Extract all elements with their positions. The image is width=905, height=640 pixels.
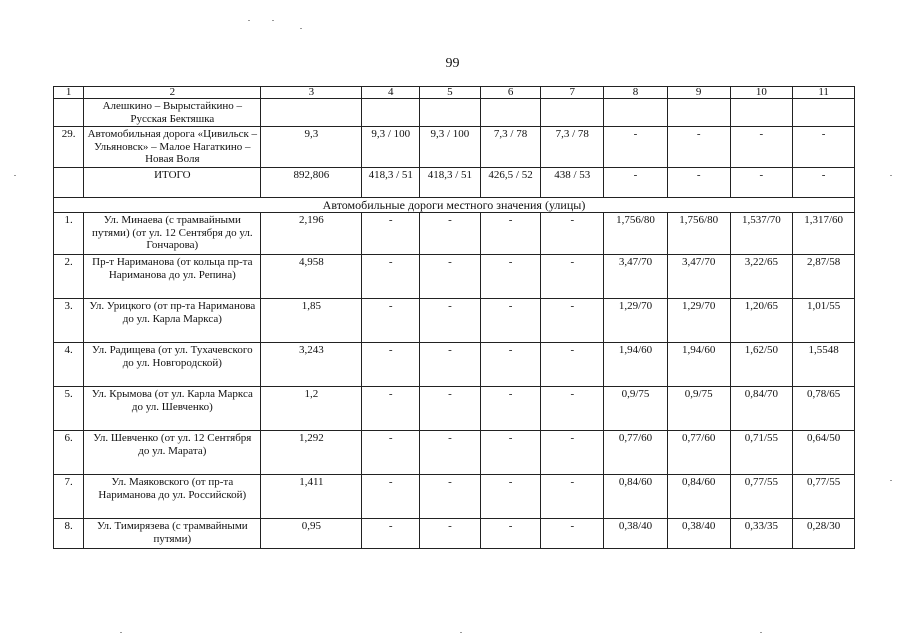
value-cell: - xyxy=(480,255,541,299)
value-cell: - xyxy=(604,127,668,168)
scan-speck xyxy=(14,175,16,176)
value-cell: - xyxy=(480,431,541,475)
value-cell: 0,95 xyxy=(261,519,362,549)
road-name: Ул. Минаева (с трамвайными путями) (от ул. 12 Сентября до ул. Гончарова) xyxy=(84,213,261,255)
value-cell: - xyxy=(362,255,420,299)
road-name: Ул. Шевченко (от ул. 12 Сентября до ул. Марата) xyxy=(84,431,261,475)
value-cell: 0,77/60 xyxy=(667,431,730,475)
value-cell: 0,84/60 xyxy=(667,475,730,519)
value-cell: - xyxy=(541,255,604,299)
value-cell: 7,3 / 78 xyxy=(541,127,604,168)
value-cell: 1,317/60 xyxy=(793,213,855,255)
value-cell: 1,94/60 xyxy=(667,343,730,387)
value-cell: - xyxy=(420,475,481,519)
column-header: 10 xyxy=(730,87,793,99)
value-cell: - xyxy=(362,431,420,475)
column-header: 8 xyxy=(604,87,668,99)
table-row xyxy=(54,213,855,255)
roads-table xyxy=(53,86,855,549)
value-cell xyxy=(730,99,793,127)
value-cell: 1,62/50 xyxy=(730,343,793,387)
value-cell xyxy=(604,99,668,127)
value-cell xyxy=(362,99,420,127)
page-number: 99 xyxy=(445,56,460,71)
value-cell: 0,77/55 xyxy=(730,475,793,519)
row-number xyxy=(54,99,84,127)
column-header: 2 xyxy=(84,87,261,99)
value-cell: - xyxy=(480,519,541,549)
value-cell: 9,3 / 100 xyxy=(362,127,420,168)
road-name: Ул. Урицкого (от пр-та Нариманова до ул. Карла Маркса) xyxy=(84,299,261,343)
value-cell: - xyxy=(541,519,604,549)
value-cell: 1,537/70 xyxy=(730,213,793,255)
value-cell: - xyxy=(730,127,793,168)
value-cell: - xyxy=(480,475,541,519)
value-cell: 1,292 xyxy=(261,431,362,475)
scan-speck xyxy=(272,20,274,21)
column-header: 9 xyxy=(667,87,730,99)
value-cell: - xyxy=(420,387,481,431)
value-cell: - xyxy=(420,343,481,387)
value-cell: 0,71/55 xyxy=(730,431,793,475)
value-cell: 1,01/55 xyxy=(793,299,855,343)
table-row xyxy=(54,431,855,475)
value-cell: 0,84/70 xyxy=(730,387,793,431)
road-name: Автомобильная дорога «Цивильск – Ульяновск» – Малое Нагаткино – Новая Воля xyxy=(84,127,261,168)
total-row xyxy=(54,167,855,197)
value-cell: 0,38/40 xyxy=(667,519,730,549)
value-cell: 1,5548 xyxy=(793,343,855,387)
value-cell: 2,87/58 xyxy=(793,255,855,299)
value-cell: - xyxy=(420,255,481,299)
table-row xyxy=(54,255,855,299)
value-cell: 3,243 xyxy=(261,343,362,387)
value-cell xyxy=(667,99,730,127)
value-cell xyxy=(793,99,855,127)
value-cell xyxy=(541,99,604,127)
value-cell: - xyxy=(362,519,420,549)
value-cell: - xyxy=(362,343,420,387)
row-number xyxy=(54,167,84,197)
value-cell: 1,29/70 xyxy=(667,299,730,343)
value-cell: 7,3 / 78 xyxy=(480,127,541,168)
value-cell xyxy=(480,99,541,127)
value-cell: 0,9/75 xyxy=(667,387,730,431)
value-cell: 1,20/65 xyxy=(730,299,793,343)
value-cell: 2,196 xyxy=(261,213,362,255)
scan-speck xyxy=(300,28,302,29)
column-header: 7 xyxy=(541,87,604,99)
value-cell xyxy=(420,99,481,127)
row-number: 1. xyxy=(54,213,84,255)
value-cell: - xyxy=(541,387,604,431)
value-cell: 0,28/30 xyxy=(793,519,855,549)
road-name: Ул. Маяковского (от пр-та Нариманова до ул. Российской) xyxy=(84,475,261,519)
row-number: 8. xyxy=(54,519,84,549)
table-row xyxy=(54,99,855,127)
value-cell: 3,47/70 xyxy=(667,255,730,299)
value-cell: 0,84/60 xyxy=(604,475,668,519)
column-header: 6 xyxy=(480,87,541,99)
value-cell xyxy=(261,99,362,127)
section-row xyxy=(54,197,855,213)
value-cell: 1,2 xyxy=(261,387,362,431)
value-cell: 1,29/70 xyxy=(604,299,668,343)
value-cell: 426,5 / 52 xyxy=(480,167,541,197)
column-header: 1 xyxy=(54,87,84,99)
value-cell: - xyxy=(420,519,481,549)
value-cell: - xyxy=(541,431,604,475)
scan-speck xyxy=(890,480,892,481)
value-cell: 1,756/80 xyxy=(604,213,668,255)
value-cell: - xyxy=(793,127,855,168)
value-cell: - xyxy=(480,213,541,255)
value-cell: 0,77/60 xyxy=(604,431,668,475)
value-cell: - xyxy=(667,127,730,168)
value-cell: 1,85 xyxy=(261,299,362,343)
row-number: 29. xyxy=(54,127,84,168)
row-number: 6. xyxy=(54,431,84,475)
table-row xyxy=(54,519,855,549)
value-cell: - xyxy=(541,213,604,255)
value-cell: - xyxy=(604,167,668,197)
section-title: Автомобильные дороги местного значения (улицы) xyxy=(54,197,855,213)
value-cell: 9,3 / 100 xyxy=(420,127,481,168)
scan-speck xyxy=(890,175,892,176)
value-cell: - xyxy=(541,343,604,387)
value-cell: - xyxy=(420,213,481,255)
row-number: 7. xyxy=(54,475,84,519)
value-cell: - xyxy=(730,167,793,197)
row-number: 4. xyxy=(54,343,84,387)
road-name: ИТОГО xyxy=(84,167,261,197)
value-cell: - xyxy=(362,387,420,431)
value-cell: - xyxy=(362,299,420,343)
value-cell: 0,33/35 xyxy=(730,519,793,549)
value-cell: 0,9/75 xyxy=(604,387,668,431)
value-cell: - xyxy=(480,299,541,343)
header-row xyxy=(54,87,855,99)
value-cell: - xyxy=(793,167,855,197)
value-cell: 3,47/70 xyxy=(604,255,668,299)
table-row xyxy=(54,127,855,168)
row-number: 3. xyxy=(54,299,84,343)
scan-speck xyxy=(460,632,462,633)
row-number: 5. xyxy=(54,387,84,431)
value-cell: 4,958 xyxy=(261,255,362,299)
road-name: Ул. Крымова (от ул. Карла Маркса до ул. Шевченко) xyxy=(84,387,261,431)
value-cell: 438 / 53 xyxy=(541,167,604,197)
column-header: 11 xyxy=(793,87,855,99)
road-name: Ул. Тимирязева (с трамвайными путями) xyxy=(84,519,261,549)
scan-speck xyxy=(760,632,762,633)
value-cell: - xyxy=(541,299,604,343)
value-cell: 0,64/50 xyxy=(793,431,855,475)
column-header: 5 xyxy=(420,87,481,99)
row-number: 2. xyxy=(54,255,84,299)
value-cell: - xyxy=(480,387,541,431)
value-cell: - xyxy=(362,213,420,255)
column-header: 4 xyxy=(362,87,420,99)
value-cell: - xyxy=(420,431,481,475)
table-row xyxy=(54,343,855,387)
value-cell: 9,3 xyxy=(261,127,362,168)
value-cell: 1,756/80 xyxy=(667,213,730,255)
table-row xyxy=(54,299,855,343)
table-row xyxy=(54,475,855,519)
table-row xyxy=(54,387,855,431)
value-cell: 1,94/60 xyxy=(604,343,668,387)
road-name: Пр-т Нариманова (от кольца пр-та Нариманова до ул. Репина) xyxy=(84,255,261,299)
value-cell: 0,38/40 xyxy=(604,519,668,549)
value-cell: - xyxy=(480,343,541,387)
road-name: Алешкино – Вырыстайкино – Русская Бектяшка xyxy=(84,99,261,127)
value-cell: 0,77/55 xyxy=(793,475,855,519)
value-cell: 1,411 xyxy=(261,475,362,519)
value-cell: - xyxy=(362,475,420,519)
scan-speck xyxy=(248,20,250,21)
road-name: Ул. Радищева (от ул. Тухачевского до ул. Новгородской) xyxy=(84,343,261,387)
value-cell: 0,78/65 xyxy=(793,387,855,431)
scan-speck xyxy=(120,632,122,633)
value-cell: - xyxy=(541,475,604,519)
value-cell: 3,22/65 xyxy=(730,255,793,299)
value-cell: - xyxy=(420,299,481,343)
value-cell: 892,806 xyxy=(261,167,362,197)
value-cell: - xyxy=(667,167,730,197)
value-cell: 418,3 / 51 xyxy=(362,167,420,197)
column-header: 3 xyxy=(261,87,362,99)
value-cell: 418,3 / 51 xyxy=(420,167,481,197)
